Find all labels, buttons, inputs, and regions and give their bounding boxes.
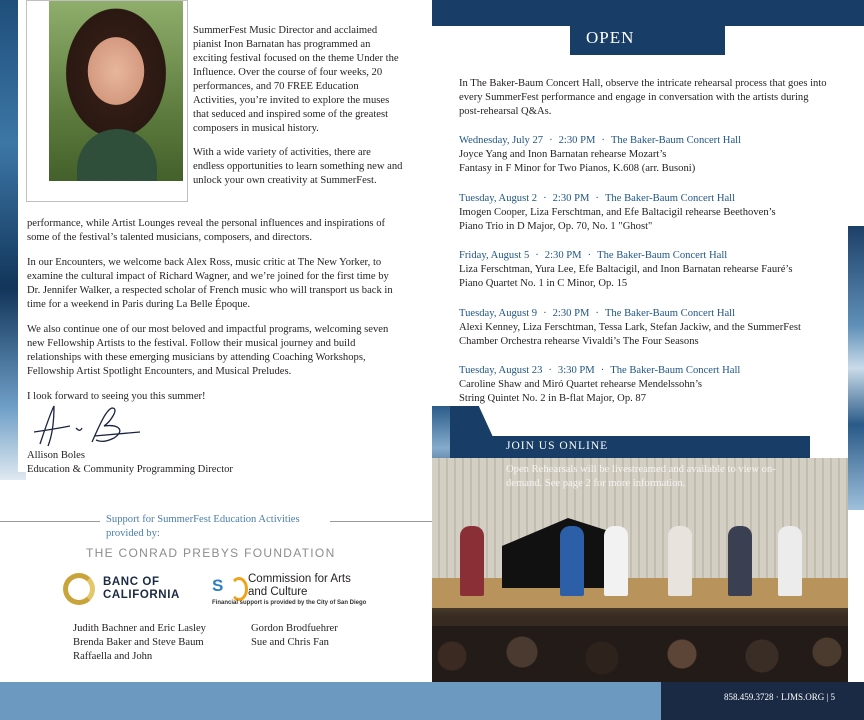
event-desc-line2: Chamber Orchestra rehearse Vivaldi’s The Four Seasons — [459, 335, 699, 347]
event-venue: The Baker-Baum Concert Hall — [604, 307, 736, 319]
event-desc-line1: Joyce Yang and Inon Barnatan rehearse Mozart’s — [459, 149, 667, 160]
event-venue: The Baker-Baum Concert Hall — [597, 250, 728, 261]
event-venue: The Baker-Baum Concert Hall — [610, 135, 742, 146]
event-when: Tuesday, August 23 · 3:30 PM · The Baker-Baum Concert Hall — [459, 365, 741, 376]
event-desc-line1: Imogen Cooper, Liza Ferschtman, and Efe Baltacigil rehearse Beethoven’s — [459, 206, 776, 218]
event-item — [459, 307, 839, 349]
event-date: Tuesday, August 2 — [459, 192, 538, 204]
signer-name: Allison Boles — [27, 450, 85, 461]
commission-subtext: Financial support is provided by the City of San Diego — [212, 600, 367, 606]
event-desc-line2: Piano Trio in D Major, Op. 70, No. 1 "Ghost" — [459, 220, 653, 232]
lounges-paragraph: performance, while Artist Lounges reveal the personal influences and inspirations of some of the festival’s talented musicians, composers, and directors. — [27, 218, 386, 243]
event-when: Tuesday, August 9 · 2:30 PM · The Baker-Baum Concert Hall — [459, 307, 736, 319]
event-venue: The Baker-Baum Concert Hall — [610, 365, 741, 376]
event-desc-line1: Liza Ferschtman, Yura Lee, Efe Baltacigil, and Inon Barnatan rehearse Fauré’s — [459, 264, 793, 275]
fellowship-paragraph: We also continue one of our most beloved and impactful programs, welcoming seven new Fellowship Artists to the festival. Follow their musical journey and build relationships with these emerging musicians by attending Coaching Workshops, Fellowship Artist Spotlight Encounters, and Musical Preludes. — [27, 324, 389, 377]
event-item — [459, 364, 839, 406]
event-time: 3:30 PM — [557, 365, 595, 376]
background-image-right — [848, 226, 864, 510]
event-when: Tuesday, August 2 · 2:30 PM · The Baker-Baum Concert Hall — [459, 192, 736, 204]
event-when: Friday, August 5 · 2:30 PM · The Baker-Baum Concert Hall — [459, 250, 728, 261]
event-date: Wednesday, July 27 — [459, 135, 544, 146]
event-time: 2:30 PM — [544, 250, 582, 261]
support-heading: Support for SummerFest Education Activities provided by: — [100, 513, 330, 541]
donor-list-column-2: Gordon Brodfuehrer Sue and Chris Fan — [251, 623, 338, 648]
intro-paragraph-1: SummerFest Music Director and acclaimed pianist Inon Barnatan has programmed an exciting festival focused on the theme Under the Influence. Over the course of four weeks, 20 performances, and 70 FREE Education Activities, you’re invited to explore the muses that seduced and inspired some of the greatest composers in musical history. — [193, 25, 399, 134]
event-desc-line1: Alexi Kenney, Liza Ferschtman, Tessa Lark, Stefan Jackiw, and the SummerFest — [459, 321, 801, 333]
event-list — [459, 134, 839, 422]
banc-of-california-logo — [63, 573, 193, 607]
photo-musician — [460, 526, 484, 596]
join-online-text: Open Rehearsals will be livestreamed and available to view on-demand. See page 2 for more information. — [506, 464, 776, 489]
portrait-frame — [26, 0, 188, 202]
commission-name: Commission for Arts and Culture — [248, 573, 351, 598]
event-date: Friday, August 5 — [459, 250, 530, 261]
event-item — [459, 249, 839, 291]
photo-musician — [604, 526, 628, 596]
top-band — [432, 0, 864, 26]
event-desc-line1: Caroline Shaw and Miró Quartet rehearse Mendelssohn’s — [459, 379, 703, 390]
photo-musician — [778, 526, 802, 596]
signature-image — [30, 402, 150, 450]
join-online-heading: JOIN US ONLINE — [492, 436, 810, 458]
event-desc-line2: String Quintet No. 2 in B-flat Major, Op. 87 — [459, 393, 647, 404]
encounters-paragraph: In our Encounters, we welcome back Alex Ross, music critic at The New Yorker, to examine the cultural impact of Richard Wagner, and we’re joined for the first time by Dr. Jennifer Walker, a respected scholar of French music who will transport us back in time for a weekend in Paris during La Belle Époque. — [27, 257, 393, 310]
event-date: Tuesday, August 23 — [459, 365, 543, 376]
event-item — [459, 192, 839, 234]
photo-musician — [668, 526, 692, 596]
foundation-logo-text: THE CONRAD PREBYS FOUNDATION — [86, 546, 336, 560]
donor-list-column-1: Judith Bachner and Eric Lasley Brenda Baker and Steve Baum Raffaella and John — [73, 623, 206, 662]
event-date: Tuesday, August 9 — [459, 307, 538, 319]
banc-ring-icon — [63, 573, 95, 605]
event-when: Wednesday, July 27 · 2:30 PM · The Baker-Baum Concert Hall — [459, 135, 742, 146]
sd-mark-icon: S — [212, 575, 242, 597]
photo-musician — [728, 526, 752, 596]
event-time: 2:30 PM — [552, 307, 590, 319]
event-time: 2:30 PM — [558, 135, 596, 146]
signer-title: Education & Community Programming Director — [27, 464, 233, 475]
open-heading: OPEN — [570, 24, 725, 55]
event-time: 2:30 PM — [552, 192, 590, 204]
event-desc-line2: Fantasy in F Minor for Two Pianos, K.608 (arr. Busoni) — [459, 163, 696, 174]
footer-contact: 858.459.3728 · LJMS.ORG | 5 — [661, 682, 864, 720]
photo-audience — [432, 626, 848, 682]
event-item — [459, 134, 839, 176]
open-intro: In The Baker-Baum Concert Hall, observe the intricate rehearsal process that goes into every SummerFest performance and engage in conversation with the artists during post-rehearsal Q&As. — [459, 78, 827, 117]
event-desc-line2: Piano Quartet No. 1 in C Minor, Op. 15 — [459, 278, 628, 289]
banc-logo-text: BANC OF CALIFORNIA — [103, 576, 180, 601]
intro-paragraph-2: With a wide variety of activities, there are endless opportunities to learn something new and unlock your own creativity at SummerFest. — [193, 147, 403, 186]
event-venue: The Baker-Baum Concert Hall — [604, 192, 736, 204]
intro-text — [193, 24, 403, 198]
concert-photo — [432, 458, 848, 682]
closing-line: I look forward to seeing you this summer! — [27, 391, 206, 402]
photo-musician — [560, 526, 584, 596]
portrait-photo — [49, 1, 183, 181]
commission-logo — [212, 573, 372, 609]
